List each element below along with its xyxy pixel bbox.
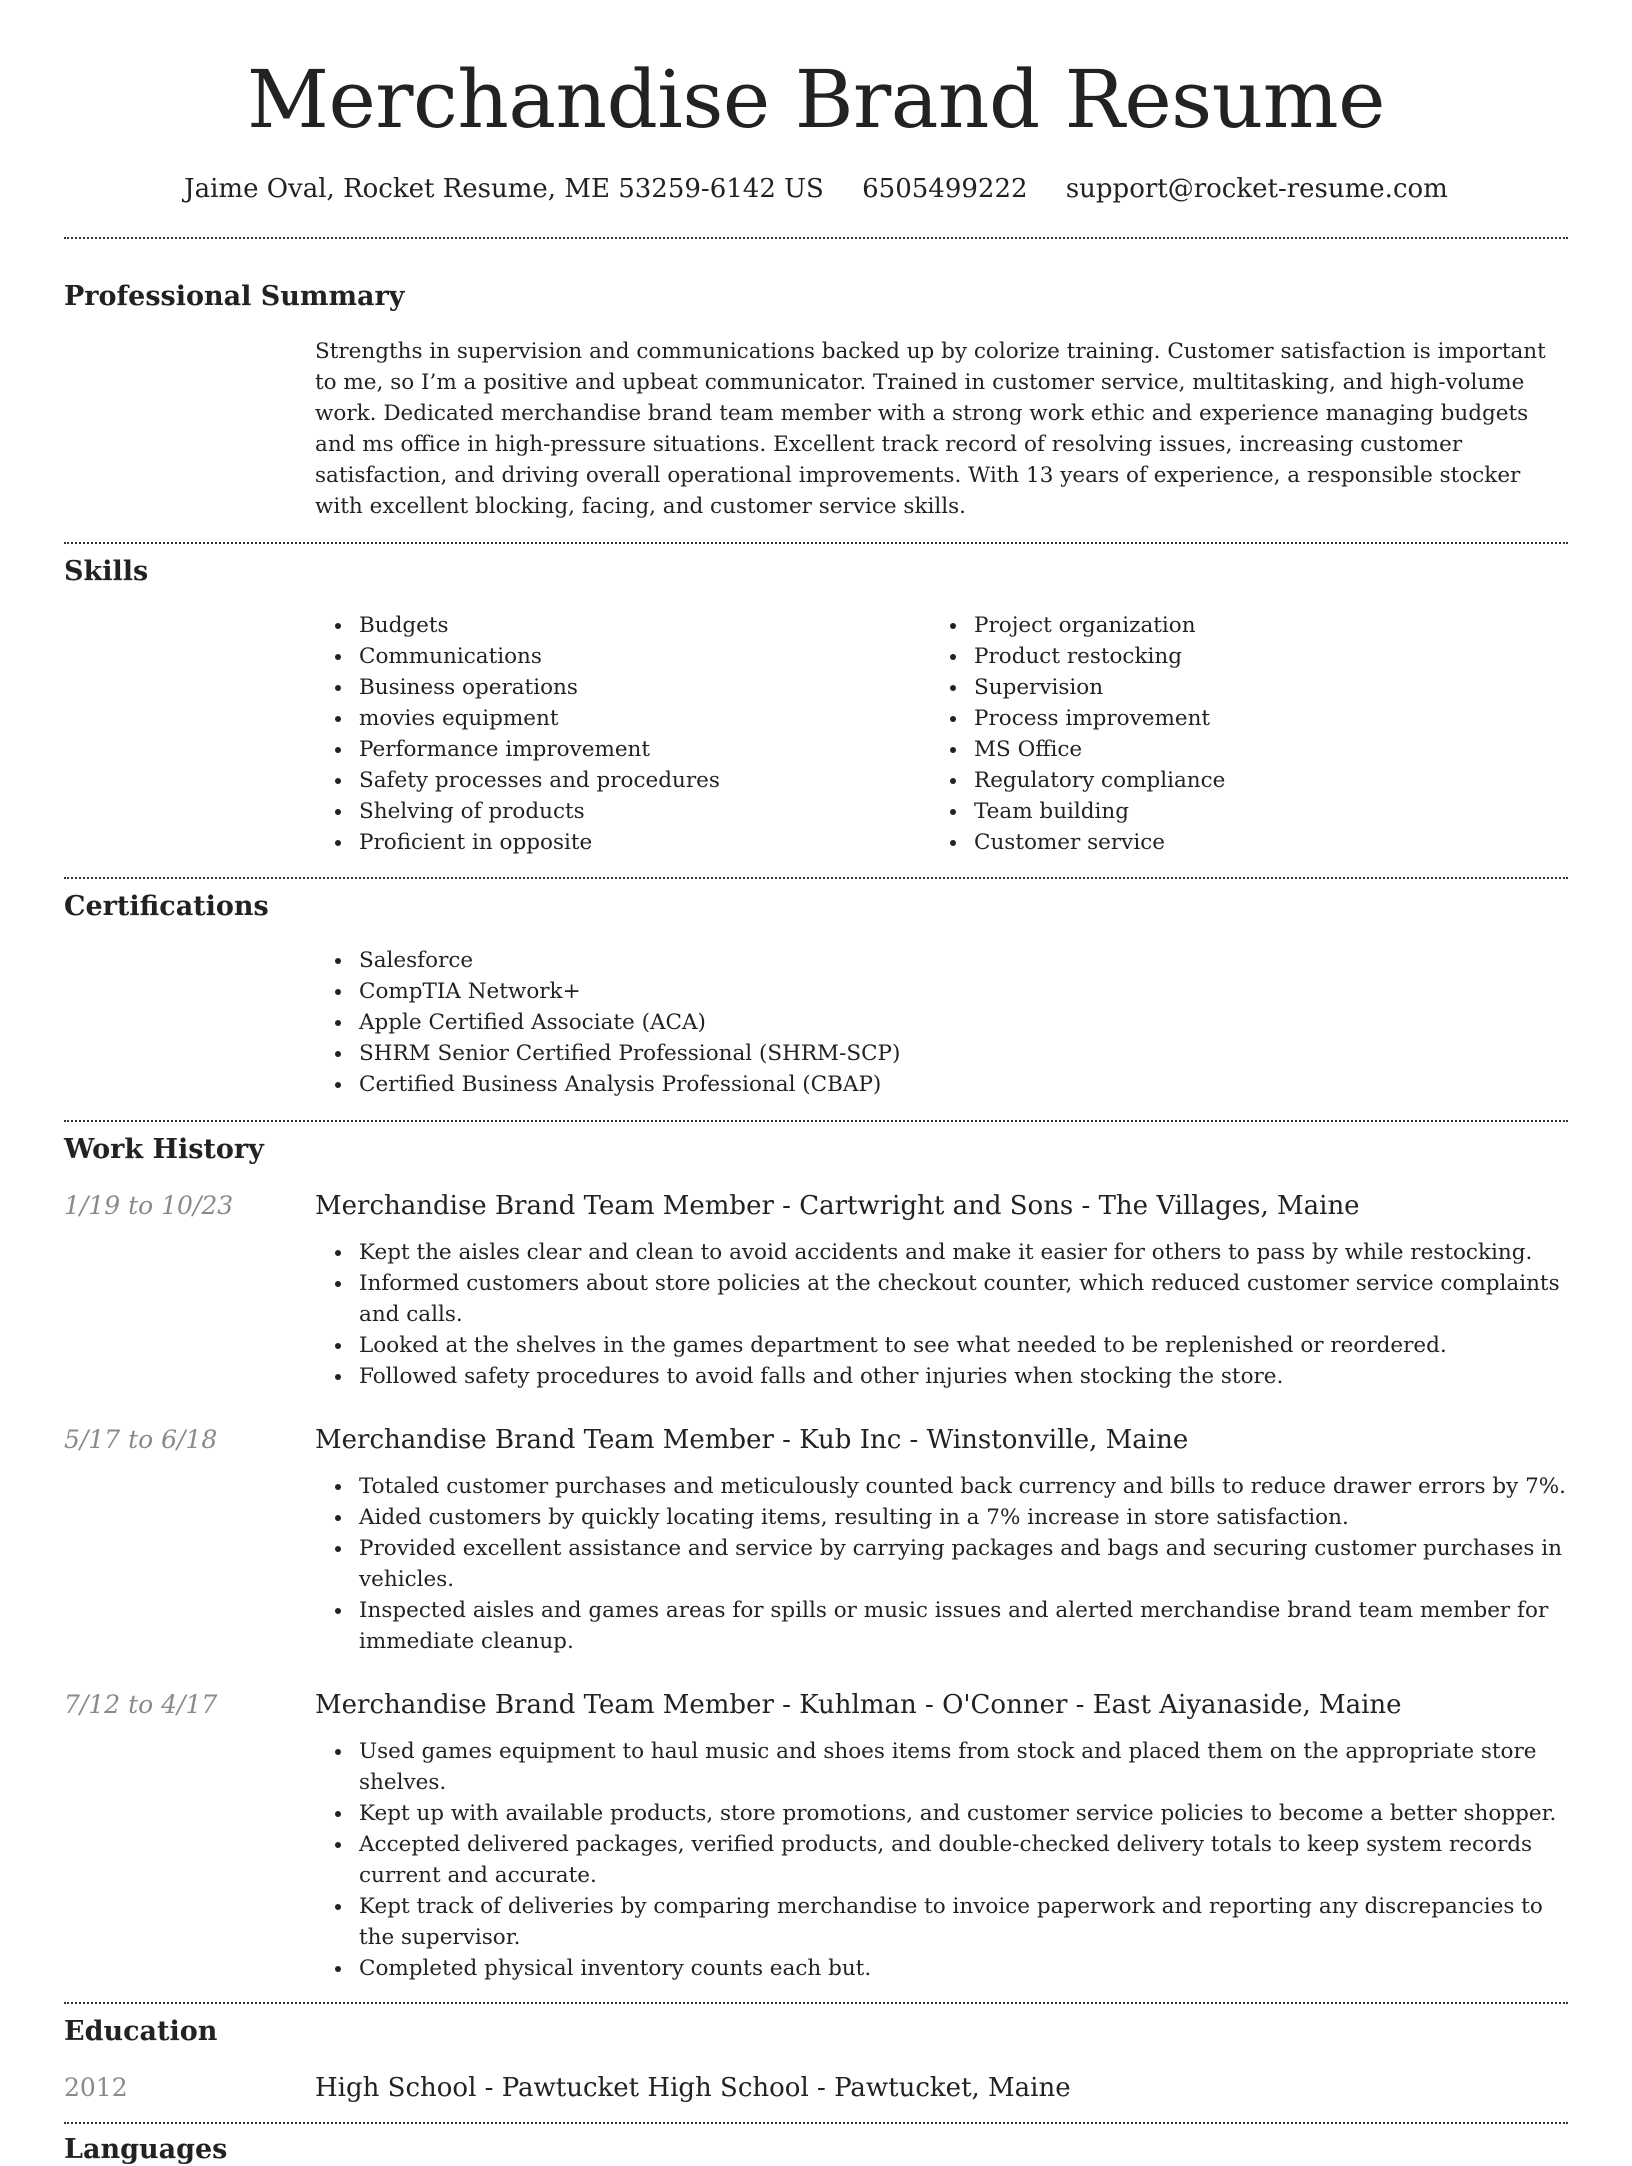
skills-heading: Skills	[64, 555, 149, 587]
languages-section	[64, 2134, 1568, 2166]
list-item: Product restocking	[930, 641, 1545, 672]
list-item: Project organization	[930, 610, 1545, 641]
list-item: Apple Certified Associate (ACA)	[315, 1007, 1568, 1038]
list-item: Used games equipment to haul music and shoes items from stock and placed them on the appropriate store shelves.	[315, 1736, 1568, 1798]
certifications-section	[64, 891, 1568, 1100]
summary-section	[64, 281, 1568, 521]
list-item: Certified Business Analysis Professional (CBAP)	[315, 1069, 1568, 1100]
list-item: Totaled customer purchases and meticulously counted back currency and bills to reduce drawer errors by 7%.	[315, 1471, 1568, 1502]
contact-phone: 6505499222	[862, 174, 1028, 204]
list-item: movies equipment	[315, 703, 930, 734]
list-item: CompTIA Network+	[315, 976, 1568, 1007]
list-item: Performance improvement	[315, 734, 930, 765]
education-entry: High School - Pawtucket High School - Pawtucket, Maine	[315, 2072, 1071, 2103]
list-item: Process improvement	[930, 703, 1545, 734]
list-item: Budgets	[315, 610, 930, 641]
contact-address: Jaime Oval, Rocket Resume, ME 53259-6142 US	[184, 174, 824, 204]
job-dates: 7/12 to 4/17	[64, 1690, 218, 1720]
divider	[64, 877, 1568, 879]
education-year: 2012	[64, 2072, 128, 2102]
job-entry	[64, 1425, 1568, 1657]
list-item: Customer service	[930, 827, 1545, 858]
skills-list-right	[930, 610, 1545, 858]
languages-heading: Languages	[64, 2133, 228, 2165]
list-item: Business operations	[315, 672, 930, 703]
list-item: Completed physical inventory counts each but.	[315, 1953, 1568, 1984]
list-item: Safety processes and procedures	[315, 765, 930, 796]
list-item: Proficient in opposite	[315, 827, 930, 858]
certifications-list	[315, 945, 1568, 1100]
list-item: Looked at the shelves in the games department to see what needed to be replenished or reordered.	[315, 1330, 1568, 1361]
skills-list-left	[315, 610, 930, 858]
divider	[64, 2122, 1568, 2124]
resume-page	[64, 0, 1568, 2166]
skills-columns	[315, 610, 1568, 858]
list-item: Supervision	[930, 672, 1545, 703]
list-item: Kept up with available products, store promotions, and customer service policies to become a better shopper.	[315, 1798, 1568, 1829]
list-item: Informed customers about store policies at the checkout counter, which reduced customer service complaints and calls.	[315, 1268, 1568, 1330]
job-title: Merchandise Brand Team Member - Cartwright and Sons - The Villages, Maine	[315, 1190, 1360, 1221]
list-item: Team building	[930, 796, 1545, 827]
certifications-heading: Certifications	[64, 890, 269, 922]
education-heading: Education	[64, 2016, 218, 2048]
list-item: Followed safety procedures to avoid falls and other injuries when stocking the store.	[315, 1361, 1568, 1392]
divider	[64, 1120, 1568, 1122]
list-item: Kept track of deliveries by comparing merchandise to invoice paperwork and reporting any discrepancies to the supervisor.	[315, 1891, 1568, 1953]
divider	[64, 2002, 1568, 2004]
list-item: Communications	[315, 641, 930, 672]
list-item: Aided customers by quickly locating items, resulting in a 7% increase in store satisfaction.	[315, 1502, 1568, 1533]
job-title: Merchandise Brand Team Member - Kuhlman - O'Conner - East Aiyanaside, Maine	[315, 1690, 1402, 1721]
job-bullets	[315, 1237, 1568, 1392]
job-dates: 1/19 to 10/23	[64, 1190, 234, 1220]
job-bullets	[315, 1736, 1568, 1984]
work-section	[64, 1134, 1568, 1984]
list-item: MS Office	[930, 734, 1545, 765]
summary-heading: Professional Summary	[64, 281, 405, 313]
skills-section	[64, 556, 1568, 858]
list-item: SHRM Senior Certified Professional (SHRM-SCP)	[315, 1038, 1568, 1069]
contact-email: support@rocket-resume.com	[1065, 174, 1448, 204]
list-item: Salesforce	[315, 945, 1568, 976]
job-entry	[64, 1690, 1568, 1984]
list-item: Kept the aisles clear and clean to avoid accidents and make it easier for others to pass by while restocking.	[315, 1237, 1568, 1268]
job-entry	[64, 1191, 1568, 1392]
work-heading: Work History	[64, 1134, 264, 1166]
list-item: Regulatory compliance	[930, 765, 1545, 796]
list-item: Provided excellent assistance and service by carrying packages and bags and securing customer purchases in vehicles.	[315, 1533, 1568, 1595]
list-item: Accepted delivered packages, verified products, and double-checked delivery totals to keep system records current and accurate.	[315, 1829, 1568, 1891]
divider	[64, 542, 1568, 544]
job-title: Merchandise Brand Team Member - Kub Inc - Winstonville, Maine	[315, 1424, 1189, 1455]
job-bullets	[315, 1471, 1568, 1657]
job-dates: 5/17 to 6/18	[64, 1424, 218, 1454]
list-item: Inspected aisles and games areas for spills or music issues and alerted merchandise brand team member for immediate cleanup.	[315, 1595, 1568, 1657]
resume-title: Merchandise Brand Resume	[247, 53, 1385, 146]
contact-line	[64, 174, 1568, 205]
summary-text: Strengths in supervision and communications backed up by colorize training. Customer satisfaction is important to me, so I’m a positive and upbeat communicator. Trained in customer service, multitasking, and high-volume work. Dedicated merchandise brand team member with a strong work ethic and experience managing budgets and ms office in high-pressure situations. Excellent track record of resolving issues, increasing customer satisfaction, and driving overall operational improvements. With 13 years of experience, a responsible stocker with excellent blocking, facing, and customer service skills.	[315, 338, 1546, 519]
education-section	[64, 2016, 1568, 2104]
list-item: Shelving of products	[315, 796, 930, 827]
divider	[64, 237, 1568, 239]
